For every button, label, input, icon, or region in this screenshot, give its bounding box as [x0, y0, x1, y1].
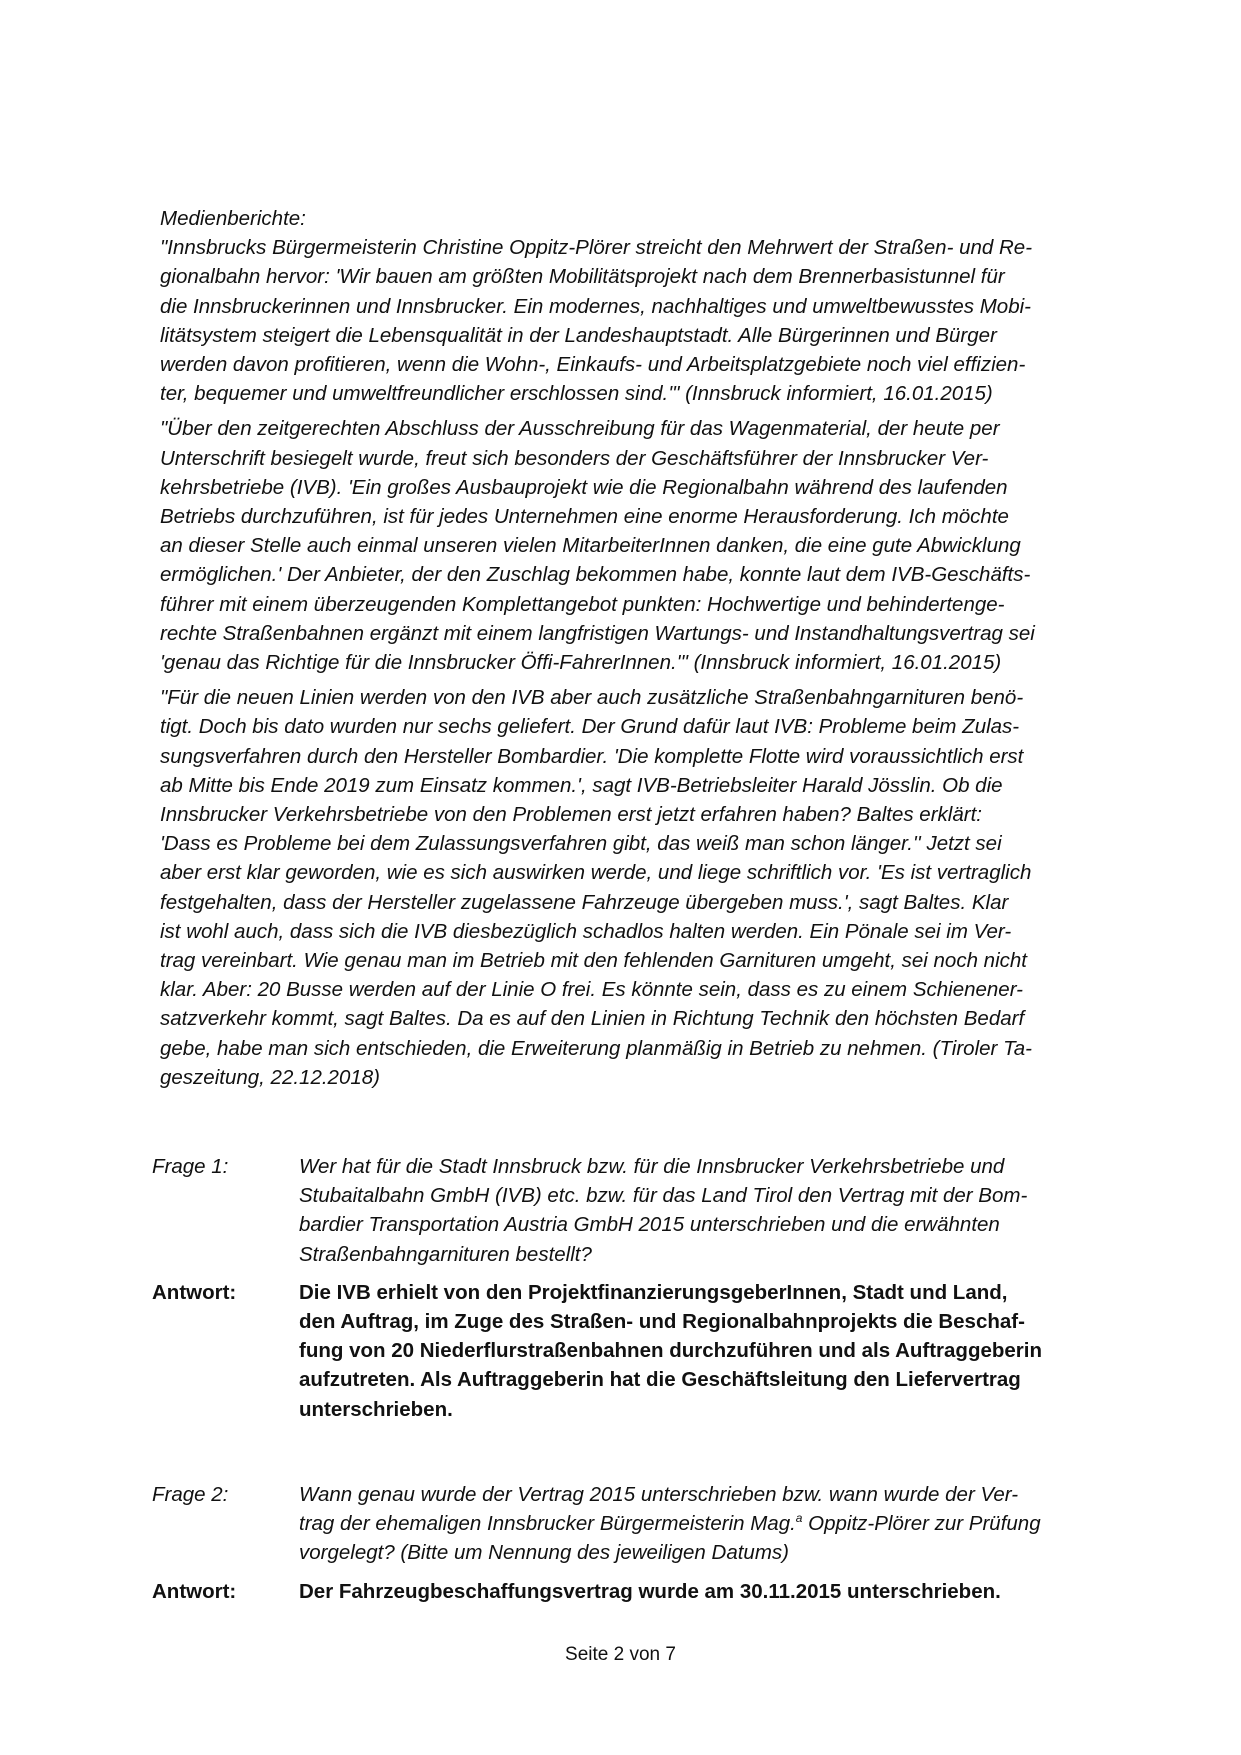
- quote-line: geszeitung, 22.12.2018): [160, 1065, 380, 1089]
- answer-label: Antwort:: [152, 1280, 237, 1304]
- answer-line: Die IVB erhielt von den ProjektfinanzierungsgeberInnen, Stadt und Land,: [299, 1280, 1008, 1304]
- quote-line: Innsbrucker Verkehrsbetriebe von den Problemen erst jetzt erfahren haben? Baltes erklärt:: [160, 803, 982, 827]
- question-line-end: Oppitz-Plörer zur Prüfung: [802, 1512, 1041, 1536]
- quote-line: an dieser Stelle auch einmal unseren vielen MitarbeiterInnen danken, die eine gute Abwicklung: [160, 534, 1021, 558]
- question-line: Stubaitalbahn GmbH (IVB) etc. bzw. für das Land Tirol den Vertrag mit der Bom-: [299, 1184, 1028, 1208]
- question-label: Frage 1:: [152, 1155, 229, 1178]
- quote-line: Unterschrift besiegelt wurde, freut sich besonders der Geschäftsführer der Innsbrucker Ver-: [160, 446, 989, 470]
- qa-block-2: [152, 1480, 1152, 1615]
- media-reports-section: [160, 204, 1140, 1098]
- page-number: Seite 2 von 7: [565, 1644, 676, 1665]
- question-line: bardier Transportation Austria GmbH 2015 unterschrieben und die erwähnten: [299, 1213, 1000, 1237]
- quote-line: Betriebs durchzuführen, ist für jedes Unternehmen eine enorme Herausforderung. Ich möchte: [160, 505, 1009, 529]
- quote-line: festgehalten, dass der Hersteller zugelassene Fahrzeuge übergeben muss.', sagt Baltes. Klar: [160, 890, 1009, 914]
- answer-line: Der Fahrzeugbeschaffungsvertrag wurde am 30.11.2015 unterschrieben.: [299, 1579, 1001, 1603]
- quote-line: rechte Straßenbahnen ergänzt mit einem langfristigen Wartungs- und Instandhaltungsvertrag sei: [160, 621, 1035, 645]
- quote-line: "Über den zeitgerechten Abschluss der Ausschreibung für das Wagenmaterial, der heute per: [160, 417, 1000, 441]
- question-line: Wer hat für die Stadt Innsbruck bzw. für die Innsbrucker Verkehrsbetriebe und: [299, 1155, 1005, 1178]
- quote-line: werden davon profitieren, wenn die Wohn-, Einkaufs- und Arbeitsplatzgebiete noch viel effizien-: [160, 353, 1026, 377]
- media-heading: Medienberichte:: [160, 207, 306, 230]
- question-text: [299, 1152, 1027, 1269]
- answer-text: [299, 1278, 1042, 1424]
- question-line: vorgelegt? (Bitte um Nennung des jeweiligen Datums): [299, 1541, 789, 1565]
- quote-line: satzverkehr kommt, sagt Baltes. Da es auf den Linien in Richtung Technik den höchsten Bedarf: [160, 1007, 1025, 1031]
- media-quote-1: [160, 233, 1140, 408]
- answer-line: unterschrieben.: [299, 1397, 453, 1421]
- quote-line: ter, bequemer und umweltfreundlicher erschlossen sind.'" (Innsbruck informiert, 16.01.2015): [160, 382, 993, 406]
- question-label: Frage 2:: [152, 1483, 229, 1506]
- quote-line: trag vereinbart. Wie genau man im Betrieb mit den fehlenden Garnituren umgeht, sei noch nicht: [160, 949, 1027, 973]
- quote-line: 'Dass es Probleme bei dem Zulassungsverfahren gibt, das weiß man schon länger.'' Jetzt sei: [160, 832, 1002, 856]
- quote-line: klar. Aber: 20 Busse werden auf der Linie O frei. Es könnte sein, dass es zu einem Schienener-: [160, 978, 1023, 1002]
- quote-line: tigt. Doch bis dato wurden nur sechs geliefert. Der Grund dafür laut IVB: Probleme beim Zulas-: [160, 715, 1020, 739]
- answer-line: den Auftrag, im Zuge des Straßen- und Regionalbahnprojekts die Beschaf-: [299, 1310, 1025, 1334]
- quote-line: ab Mitte bis Ende 2019 zum Einsatz kommen.', sagt IVB-Betriebsleiter Harald Jösslin. Ob die: [160, 773, 1003, 797]
- question-row: [152, 1152, 1152, 1269]
- media-quote-3: [160, 683, 1140, 1092]
- answer-row: [152, 1278, 1152, 1424]
- quote-line: ist wohl auch, dass sich die IVB diesbezüglich schadlos halten werden. Ein Pönale sei im Ver-: [160, 919, 1012, 943]
- answer-line: fung von 20 Niederflurstraßenbahnen durchzuführen und als Auftraggeberin: [299, 1339, 1042, 1363]
- quote-line: kehrsbetriebe (IVB). 'Ein großes Ausbauprojekt wie die Regionalbahn während des laufenden: [160, 475, 1008, 499]
- answer-label: Antwort:: [152, 1579, 237, 1603]
- media-quote-2: [160, 414, 1140, 677]
- quote-line: "Innsbrucks Bürgermeisterin Christine Oppitz-Plörer streicht den Mehrwert der Straßen- und Re-: [160, 236, 1033, 260]
- question-line: Straßenbahngarnituren bestellt?: [299, 1242, 592, 1266]
- quote-line: sungsverfahren durch den Hersteller Bombardier. 'Die komplette Flotte wird voraussichtlich erst: [160, 744, 1024, 768]
- quote-line: litätsystem steigert die Lebensqualität in der Landeshauptstadt. Alle Bürgerinnen und Bürger: [160, 323, 997, 347]
- quote-line: ermöglichen.' Der Anbieter, der den Zuschlag bekommen habe, konnte laut dem IVB-Geschäfts-: [160, 563, 1031, 587]
- question-row: [152, 1480, 1152, 1568]
- answer-line: aufzutreten. Als Auftraggeberin hat die Geschäftsleitung den Liefervertrag: [299, 1368, 1021, 1392]
- quote-line: 'genau das Richtige für die Innsbrucker Öffi-FahrerInnen.'" (Innsbruck informiert, 16.01.2015): [160, 651, 1002, 675]
- question-line-with-superscript: [299, 1509, 1041, 1538]
- quote-line: führer mit einem überzeugenden Komplettangebot punkten: Hochwertige und behindertenge-: [160, 592, 1005, 616]
- qa-block-1: [152, 1152, 1152, 1433]
- answer-row: [152, 1577, 1152, 1606]
- quote-line: die Innsbruckerinnen und Innsbrucker. Ein modernes, nachhaltiges und umweltbewusstes Mobi-: [160, 294, 1031, 318]
- quote-line: gebe, habe man sich entschieden, die Erweiterung planmäßig in Betrieb zu nehmen. (Tiroler Ta-: [160, 1036, 1032, 1060]
- quote-line: "Für die neuen Linien werden von den IVB aber auch zusätzliche Straßenbahngarnituren benö-: [160, 686, 1024, 710]
- superscript-a: a: [795, 1511, 803, 1526]
- question-line: Wann genau wurde der Vertrag 2015 unterschrieben bzw. wann wurde der Ver-: [299, 1483, 1019, 1506]
- quote-line: aber erst klar geworden, wie es sich auswirken werde, und liege schriftlich vor. 'Es ist vertraglich: [160, 861, 1032, 885]
- question-line-start: trag der ehemaligen Innsbrucker Bürgermeisterin Mag.: [299, 1512, 796, 1536]
- answer-text: [299, 1577, 1001, 1606]
- quote-line: gionalbahn hervor: 'Wir bauen am größten Mobilitätsprojekt nach dem Brennerbasistunnel für: [160, 265, 1005, 289]
- question-text: [299, 1480, 1041, 1568]
